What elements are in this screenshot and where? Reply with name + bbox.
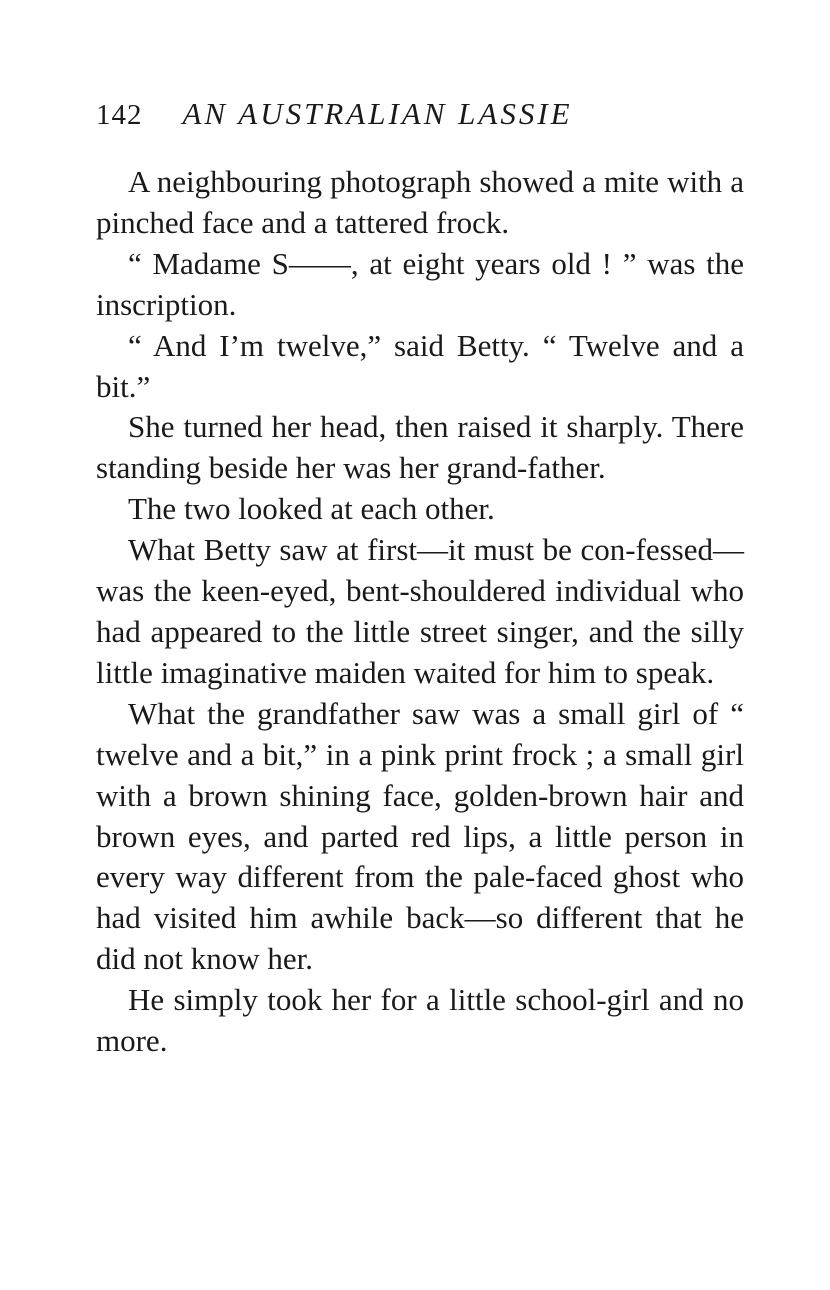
paragraph: “ Madame S——, at eight years old ! ” was the inscription.	[96, 245, 744, 322]
page-number: 142	[96, 99, 143, 131]
paragraph: What the grandfather saw was a small girl of “ twelve and a bit,” in a pink print frock ; a small girl with a brown shining face, golden-brown hair and brown eyes, and parted red lips, a little person in every way different from the pale-faced ghost who had visited him awhile back—so different that he did not know her.	[96, 695, 744, 977]
book-page	[96, 96, 744, 1062]
text-body	[96, 162, 744, 1062]
paragraph: A neighbouring photograph showed a mite with a pinched face and a tattered frock.	[96, 164, 744, 240]
paragraph: He simply took her for a little school-girl and no more.	[96, 982, 744, 1059]
paragraph: The two looked at each other.	[128, 491, 495, 527]
paragraph: What Betty saw at first—it must be con-fessed—was the keen-eyed, bent-shouldered individual who had appeared to the little street singer, and the silly little imaginative maiden waited for him to speak.	[96, 532, 744, 690]
book-title: AN AUSTRALIAN LASSIE	[182, 96, 573, 131]
running-head	[96, 96, 744, 140]
paragraph: She turned her head, then raised it sharply. There standing beside her was her grand-father.	[96, 409, 744, 486]
paragraph: “ And I’m twelve,” said Betty. “ Twelve and a bit.”	[96, 327, 744, 404]
